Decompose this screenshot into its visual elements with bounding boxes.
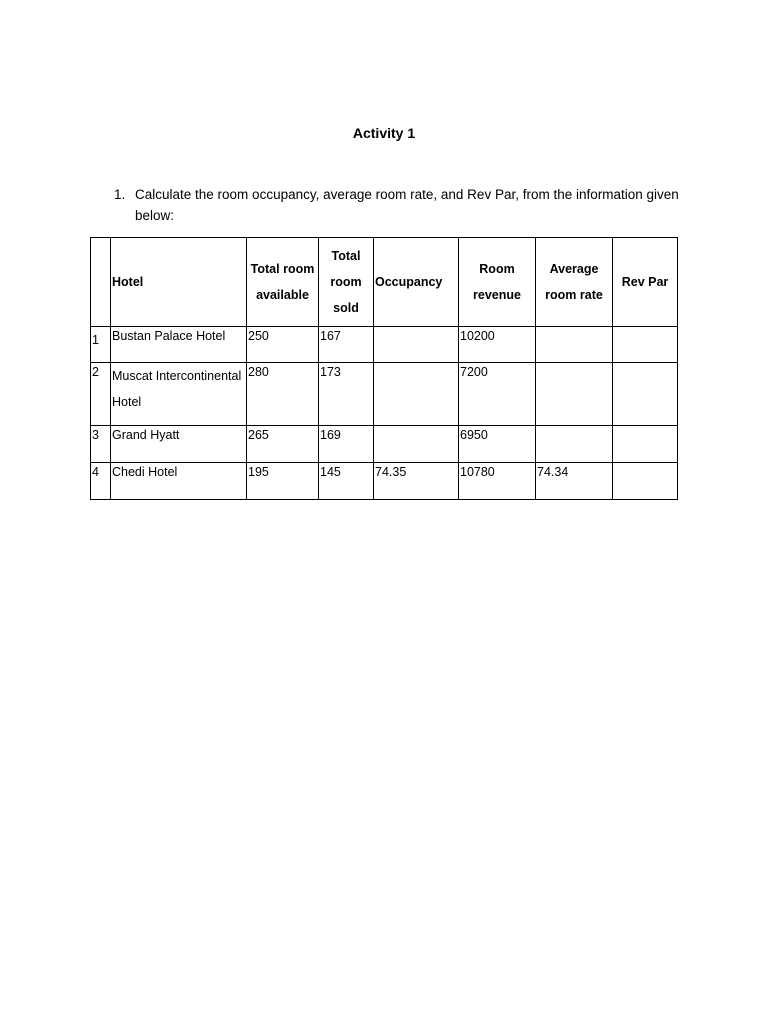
header-total-room-sold: Total room sold bbox=[319, 238, 374, 327]
occupancy bbox=[374, 363, 459, 426]
row-number: 3 bbox=[91, 426, 111, 463]
occupancy bbox=[374, 327, 459, 363]
rooms-available: 250 bbox=[247, 327, 319, 363]
table-row bbox=[91, 327, 678, 363]
room-revenue: 6950 bbox=[459, 426, 536, 463]
rooms-sold: 173 bbox=[319, 363, 374, 426]
table-header-row bbox=[91, 238, 678, 327]
header-total-room-available: Total room available bbox=[247, 238, 319, 327]
header-num bbox=[91, 238, 111, 327]
rev-par bbox=[613, 426, 678, 463]
header-rev-par: Rev Par bbox=[613, 238, 678, 327]
table-row bbox=[91, 463, 678, 500]
hotel-name: Chedi Hotel bbox=[111, 463, 247, 500]
hotel-name: Bustan Palace Hotel bbox=[111, 327, 247, 363]
header-hotel: Hotel bbox=[111, 238, 247, 327]
room-revenue: 10780 bbox=[459, 463, 536, 500]
table-row bbox=[91, 426, 678, 463]
rev-par bbox=[613, 463, 678, 500]
rooms-sold: 167 bbox=[319, 327, 374, 363]
occupancy bbox=[374, 426, 459, 463]
table-row bbox=[91, 363, 678, 426]
rooms-available: 280 bbox=[247, 363, 319, 426]
question-number: 1. bbox=[114, 187, 126, 202]
rooms-available: 195 bbox=[247, 463, 319, 500]
hotel-name: Grand Hyatt bbox=[111, 426, 247, 463]
row-number: 2 bbox=[91, 363, 111, 426]
average-room-rate bbox=[536, 327, 613, 363]
occupancy: 74.35 bbox=[374, 463, 459, 500]
rooms-sold: 145 bbox=[319, 463, 374, 500]
rooms-sold: 169 bbox=[319, 426, 374, 463]
header-room-revenue: Room revenue bbox=[459, 238, 536, 327]
average-room-rate bbox=[536, 363, 613, 426]
page-title: Activity 1 bbox=[352, 125, 416, 141]
row-number: 4 bbox=[91, 463, 111, 500]
rev-par bbox=[613, 327, 678, 363]
room-revenue: 10200 bbox=[459, 327, 536, 363]
rev-par bbox=[613, 363, 678, 426]
average-room-rate bbox=[536, 426, 613, 463]
rooms-available: 265 bbox=[247, 426, 319, 463]
header-average-room-rate: Average room rate bbox=[536, 238, 613, 327]
average-room-rate: 74.34 bbox=[536, 463, 613, 500]
header-occupancy: Occupancy bbox=[374, 238, 459, 327]
hotel-table bbox=[90, 237, 678, 500]
question-text: Calculate the room occupancy, average room rate, and Rev Par, from the information given below: bbox=[135, 187, 679, 223]
hotel-name: Muscat Intercontinental Hotel bbox=[111, 363, 247, 426]
room-revenue: 7200 bbox=[459, 363, 536, 426]
row-number: 1 bbox=[91, 327, 111, 363]
